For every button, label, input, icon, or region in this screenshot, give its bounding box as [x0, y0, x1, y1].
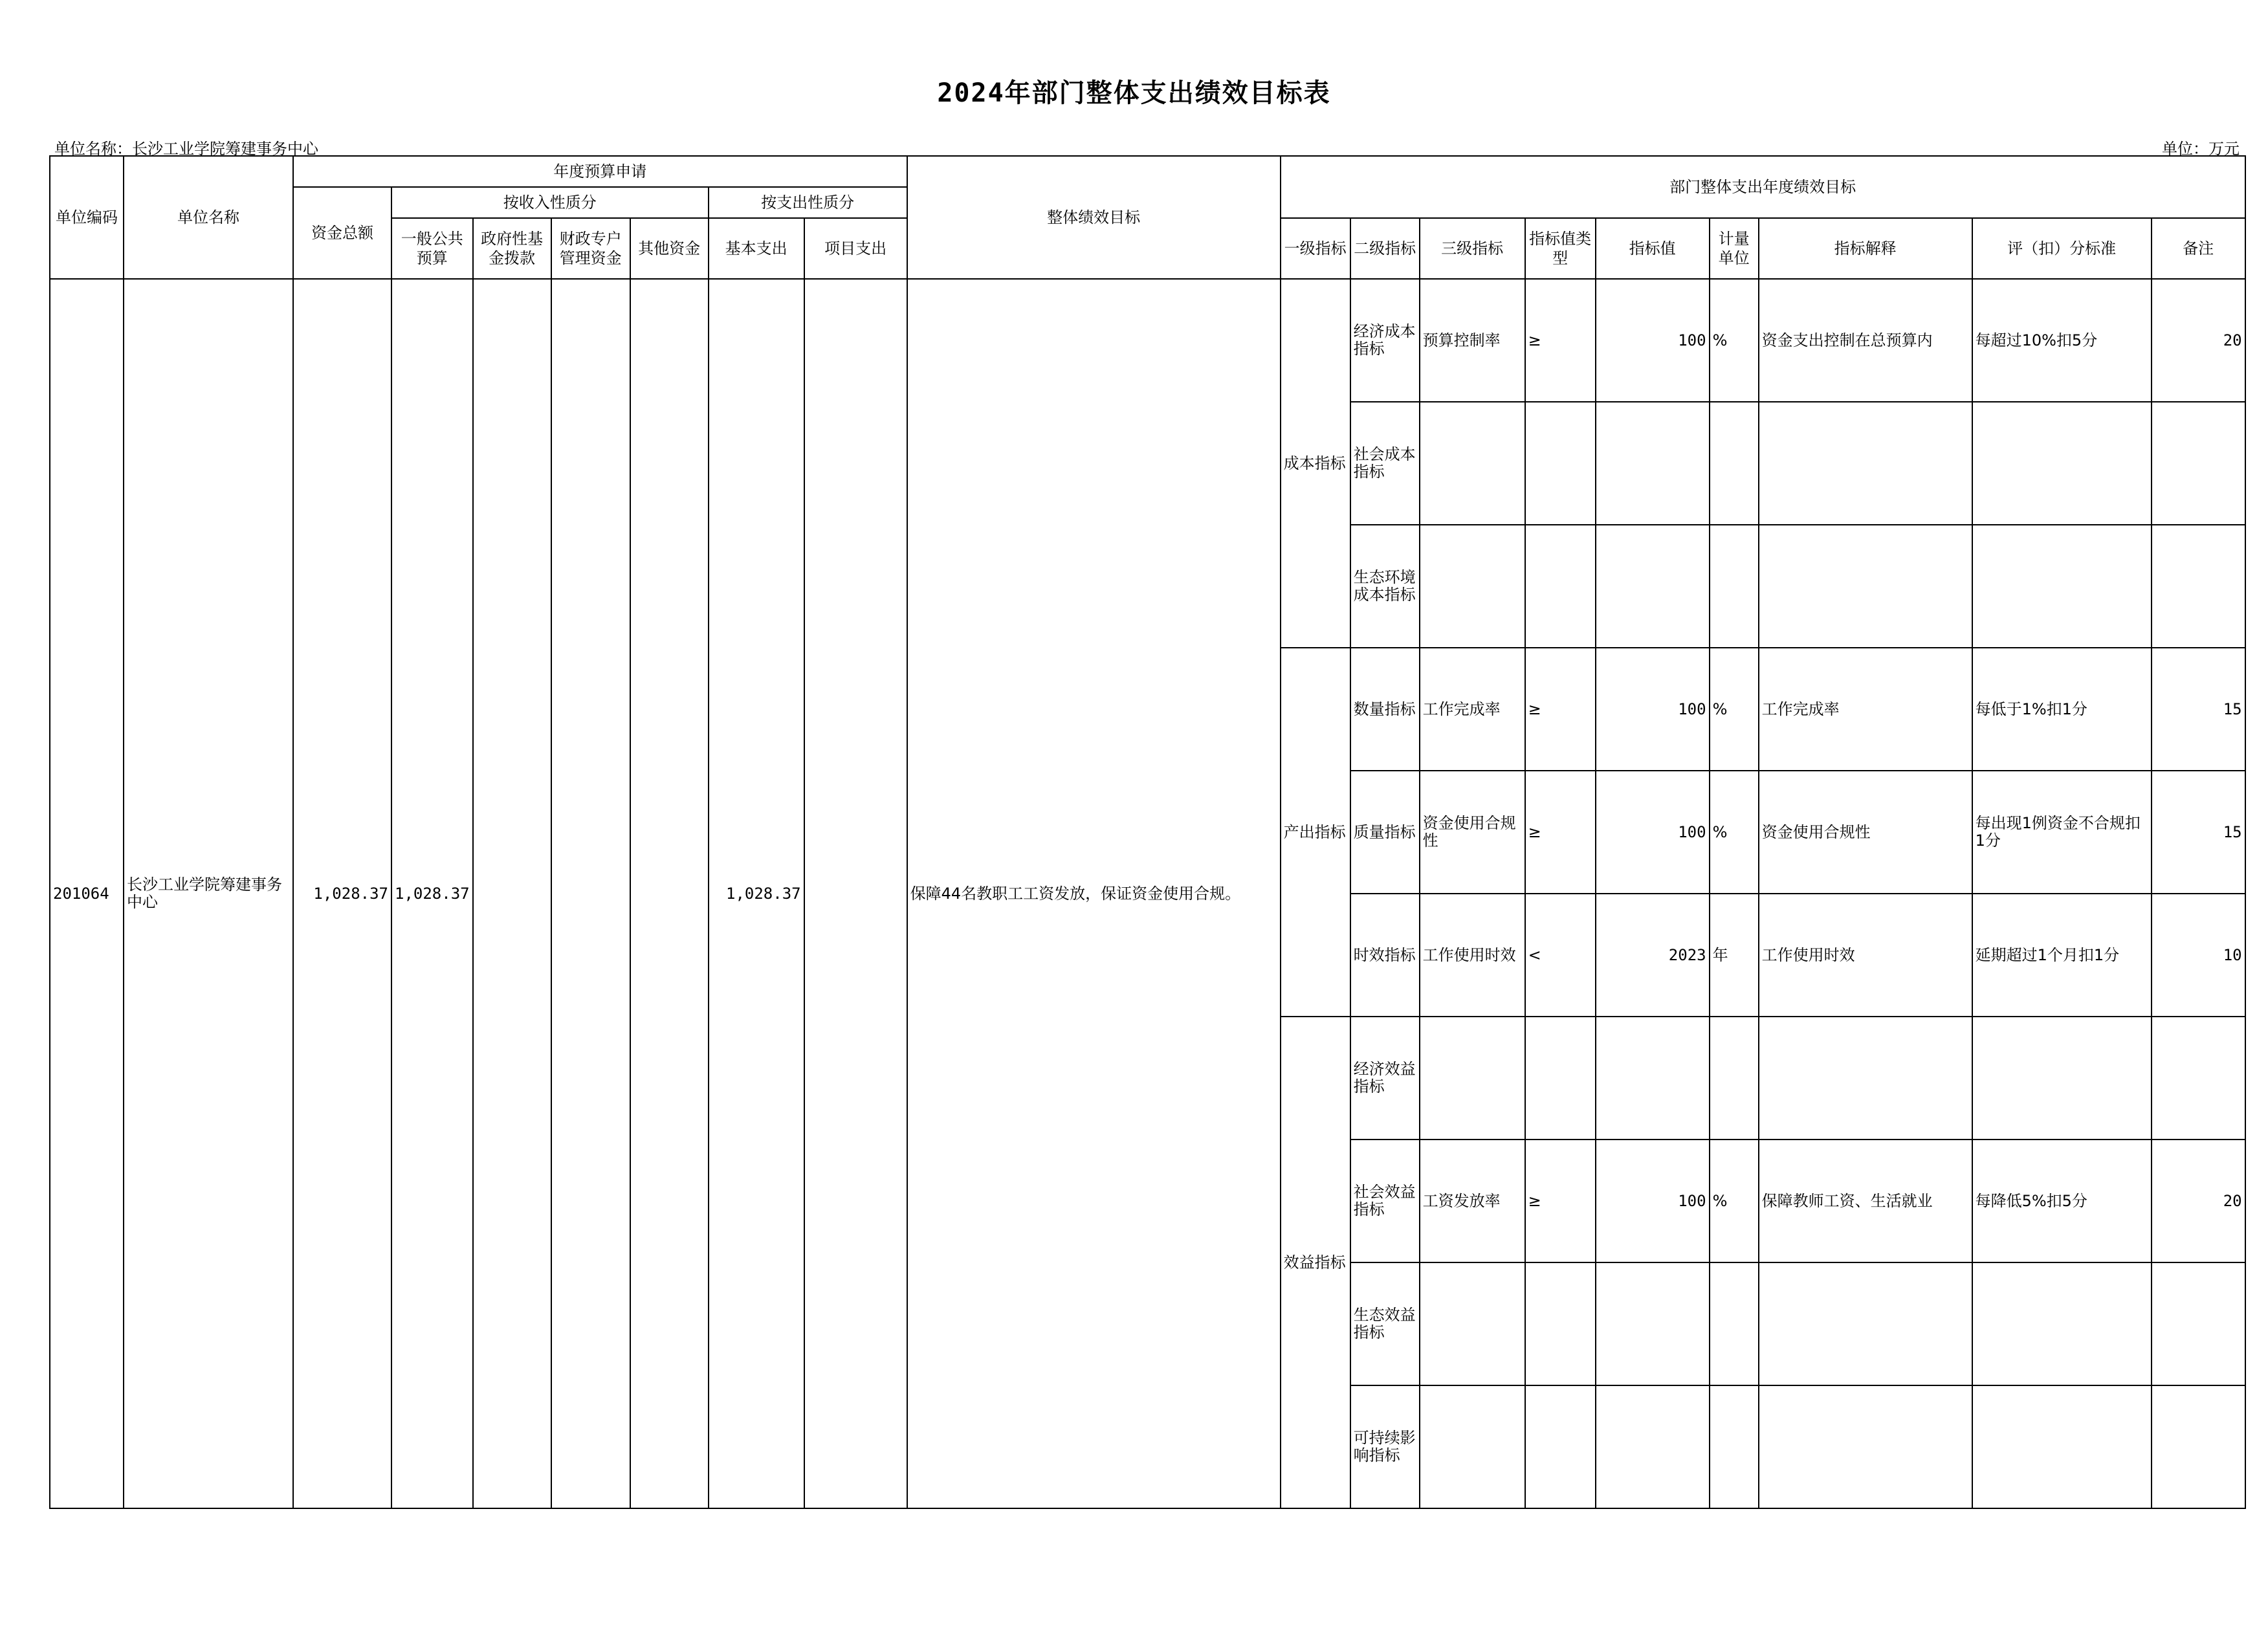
- hdr-by-income: 按收入性质分: [391, 187, 709, 218]
- level2-cell: 经济成本指标: [1350, 279, 1420, 402]
- value-type-cell: [1525, 525, 1596, 648]
- general-public-cell: 1,028.37: [391, 279, 473, 1508]
- hdr-explanation: 指标解释: [1759, 218, 1972, 279]
- remark-cell: [2152, 1017, 2245, 1140]
- unit-code-cell: 201064: [50, 279, 124, 1508]
- indicator-value-cell: 2023: [1596, 894, 1710, 1017]
- total-funds-cell: 1,028.37: [293, 279, 391, 1508]
- level3-cell: 预算控制率: [1420, 279, 1525, 402]
- level2-cell: 社会成本指标: [1350, 402, 1420, 525]
- scoring-cell: [1972, 1262, 2152, 1385]
- hdr-value-type: 指标值类型: [1525, 218, 1596, 279]
- scoring-cell: 延期超过1个月扣1分: [1972, 894, 2152, 1017]
- value-type-cell: ≥: [1525, 648, 1596, 771]
- measure-unit-cell: %: [1710, 771, 1759, 894]
- indicator-value-cell: [1596, 525, 1710, 648]
- level3-cell: 工资发放率: [1420, 1140, 1525, 1262]
- explanation-cell: 工作使用时效: [1759, 894, 1972, 1017]
- hdr-dept-goal: 部门整体支出年度绩效目标: [1281, 156, 2245, 218]
- money-unit: 单位：万元: [2162, 140, 2240, 158]
- page-title: 2024年部门整体支出绩效目标表: [937, 78, 1331, 108]
- measure-unit-cell: [1710, 525, 1759, 648]
- level2-cell: 生态效益指标: [1350, 1262, 1420, 1385]
- indicator-value-cell: 100: [1596, 279, 1710, 402]
- indicator-value-cell: 100: [1596, 1140, 1710, 1262]
- scoring-cell: [1972, 1017, 2152, 1140]
- value-type-cell: [1525, 1017, 1596, 1140]
- gov-fund-cell: [473, 279, 551, 1508]
- hdr-by-expense: 按支出性质分: [709, 187, 907, 218]
- level2-cell: 质量指标: [1350, 771, 1420, 894]
- level1-output: 产出指标: [1281, 648, 1350, 1017]
- measure-unit-cell: [1710, 402, 1759, 525]
- level3-cell: [1420, 1262, 1525, 1385]
- scoring-cell: [1972, 402, 2152, 525]
- remark-cell: 10: [2152, 894, 2245, 1017]
- remark-cell: [2152, 525, 2245, 648]
- explanation-cell: 保障教师工资、生活就业: [1759, 1140, 1972, 1262]
- explanation-cell: [1759, 402, 1972, 525]
- indicator-value-cell: 100: [1596, 648, 1710, 771]
- explanation-cell: [1759, 1262, 1972, 1385]
- hdr-fiscal-special: 财政专户管理资金: [551, 218, 630, 279]
- explanation-cell: 工作完成率: [1759, 648, 1972, 771]
- indicator-value-cell: [1596, 402, 1710, 525]
- measure-unit-cell: %: [1710, 1140, 1759, 1262]
- level2-cell: 社会效益指标: [1350, 1140, 1420, 1262]
- measure-unit-cell: %: [1710, 279, 1759, 402]
- value-type-cell: ≥: [1525, 1140, 1596, 1262]
- scoring-cell: 每降低5%扣5分: [1972, 1140, 2152, 1262]
- hdr-indicator-value: 指标值: [1596, 218, 1710, 279]
- scoring-cell: 每超过10%扣5分: [1972, 279, 2152, 402]
- explanation-cell: [1759, 1385, 1972, 1508]
- hdr-general-public: 一般公共预算: [391, 218, 473, 279]
- unit-name-label: 单位名称：: [54, 140, 132, 158]
- measure-unit-cell: 年: [1710, 894, 1759, 1017]
- hdr-level1: 一级指标: [1281, 218, 1350, 279]
- level2-cell: 经济效益指标: [1350, 1017, 1420, 1140]
- unit-name-cell: 长沙工业学院筹建事务中心: [124, 279, 293, 1508]
- measure-unit-cell: [1710, 1385, 1759, 1508]
- value-type-cell: [1525, 1385, 1596, 1508]
- remark-cell: 20: [2152, 1140, 2245, 1262]
- hdr-annual-budget: 年度预算申请: [293, 156, 907, 187]
- performance-table: [49, 155, 2246, 1509]
- hdr-unit-name: 单位名称: [124, 156, 293, 279]
- header-row-1: [50, 156, 2245, 187]
- level3-cell: [1420, 1385, 1525, 1508]
- unit-name-value: 长沙工业学院筹建事务中心: [132, 140, 318, 158]
- scoring-cell: 每低于1%扣1分: [1972, 648, 2152, 771]
- level3-cell: [1420, 525, 1525, 648]
- remark-cell: [2152, 1262, 2245, 1385]
- remark-cell: 15: [2152, 771, 2245, 894]
- level1-benefit: 效益指标: [1281, 1017, 1350, 1508]
- level1-cost: 成本指标: [1281, 279, 1350, 648]
- hdr-level3: 三级指标: [1420, 218, 1525, 279]
- measure-unit-cell: [1710, 1017, 1759, 1140]
- hdr-basic-expense: 基本支出: [709, 218, 804, 279]
- level2-cell: 可持续影响指标: [1350, 1385, 1420, 1508]
- remark-cell: 20: [2152, 279, 2245, 402]
- level3-cell: 工作完成率: [1420, 648, 1525, 771]
- hdr-total-funds: 资金总额: [293, 187, 391, 279]
- basic-expense-cell: 1,028.37: [709, 279, 804, 1508]
- hdr-remark: 备注: [2152, 218, 2245, 279]
- hdr-gov-fund: 政府性基金拨款: [473, 218, 551, 279]
- hdr-unit-code: 单位编码: [50, 156, 124, 279]
- explanation-cell: [1759, 1017, 1972, 1140]
- measure-unit-cell: %: [1710, 648, 1759, 771]
- hdr-scoring: 评（扣）分标准: [1972, 218, 2152, 279]
- explanation-cell: 资金支出控制在总预算内: [1759, 279, 1972, 402]
- scoring-cell: [1972, 525, 2152, 648]
- measure-unit-cell: [1710, 1262, 1759, 1385]
- level3-cell: 资金使用合规性: [1420, 771, 1525, 894]
- hdr-project-expense: 项目支出: [804, 218, 907, 279]
- remark-cell: [2152, 402, 2245, 525]
- table-row: [50, 279, 2245, 402]
- value-type-cell: [1525, 1262, 1596, 1385]
- level2-cell: 时效指标: [1350, 894, 1420, 1017]
- value-type-cell: ≥: [1525, 279, 1596, 402]
- explanation-cell: [1759, 525, 1972, 648]
- project-expense-cell: [804, 279, 907, 1508]
- explanation-cell: 资金使用合规性: [1759, 771, 1972, 894]
- value-type-cell: <: [1525, 894, 1596, 1017]
- hdr-overall-goal: 整体绩效目标: [907, 156, 1281, 279]
- level3-cell: 工作使用时效: [1420, 894, 1525, 1017]
- hdr-level2: 二级指标: [1350, 218, 1420, 279]
- hdr-other-funds: 其他资金: [630, 218, 709, 279]
- indicator-value-cell: [1596, 1262, 1710, 1385]
- level2-cell: 生态环境成本指标: [1350, 525, 1420, 648]
- indicator-value-cell: 100: [1596, 771, 1710, 894]
- indicator-value-cell: [1596, 1385, 1710, 1508]
- scoring-cell: [1972, 1385, 2152, 1508]
- other-funds-cell: [630, 279, 709, 1508]
- remark-cell: [2152, 1385, 2245, 1508]
- remark-cell: 15: [2152, 648, 2245, 771]
- hdr-measure-unit: 计量单位: [1710, 218, 1759, 279]
- value-type-cell: [1525, 402, 1596, 525]
- indicator-value-cell: [1596, 1017, 1710, 1140]
- value-type-cell: ≥: [1525, 771, 1596, 894]
- level2-cell: 数量指标: [1350, 648, 1420, 771]
- overall-goal-cell: 保障44名教职工工资发放，保证资金使用合规。: [907, 279, 1281, 1508]
- level3-cell: [1420, 402, 1525, 525]
- level3-cell: [1420, 1017, 1525, 1140]
- scoring-cell: 每出现1例资金不合规扣1分: [1972, 771, 2152, 894]
- fiscal-special-cell: [551, 279, 630, 1508]
